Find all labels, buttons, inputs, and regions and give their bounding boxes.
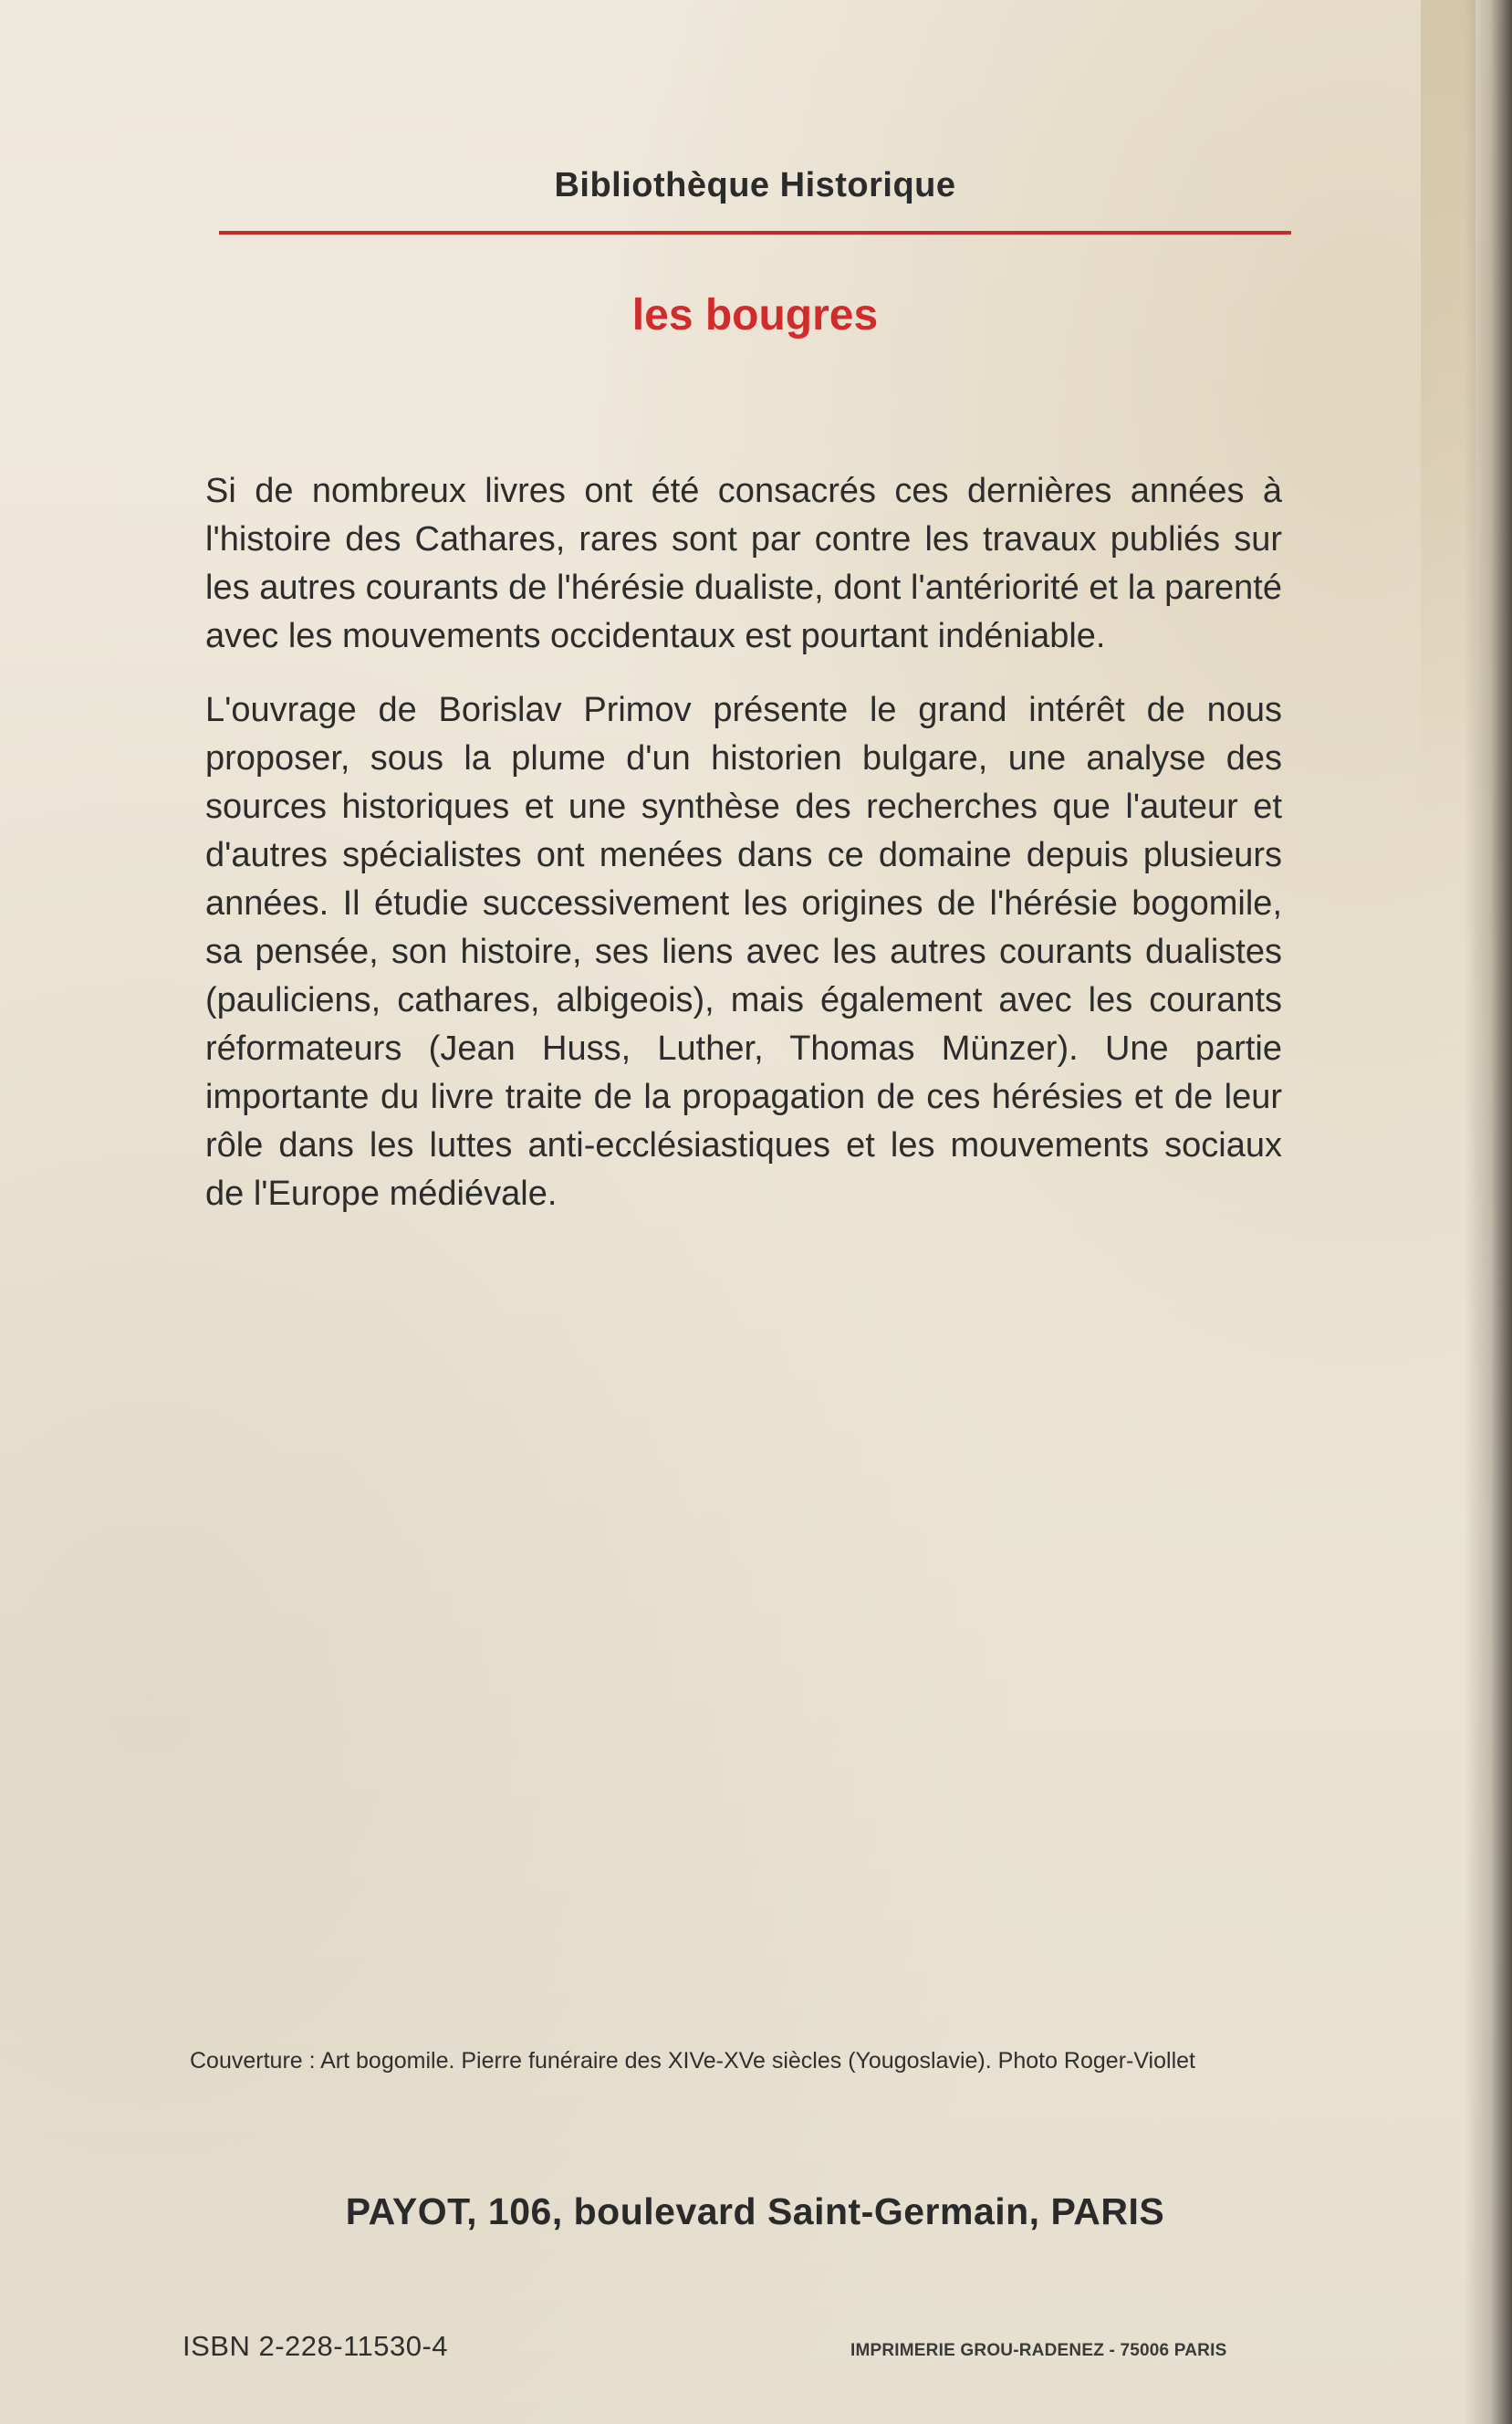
book-title: les bougres — [631, 291, 879, 340]
red-divider — [219, 231, 1291, 235]
isbn: ISBN 2-228-11530-4 — [182, 2330, 449, 2362]
series-title: Bibliothèque Historique — [554, 166, 956, 204]
blurb-paragraph: Si de nombreux livres ont été consacrés ces dernières années à l'histoire des Cathares, rares sont par contre les travaux publiés sur les autres courants de l'hérésie dualiste, dont l'antériorité et la parenté avec les mouvements occidentaux est pourtant indéniable. — [205, 472, 1282, 655]
printer-imprint: IMPRIMERIE GROU-RADENEZ - 75006 PARIS — [850, 2341, 1227, 2360]
cover-credit: Couverture : Art bogomile. Pierre funéraire des XIVe-XVe siècles (Yougoslavie). Photo Roger-Viollet — [190, 2048, 1195, 2074]
blurb — [205, 467, 1282, 1218]
blurb-paragraph: L'ouvrage de Borislav Primov présente le grand intérêt de nous proposer, sous la plume d'un historien bulgare, une analyse des sources historiques et une synthèse des recherches que l'auteur et d'autres spécialistes ont menées dans ce domaine depuis plusieurs années. Il étudie successivement les origines de l'hérésie bogomile, sa pensée, son histoire, ses liens avec les autres courants dualistes (pauliciens, cathares, albigeois), mais également avec les courants réformateurs (Jean Huss, Luther, Thomas Münzer). Une partie importante du livre traite de la propagation de ces hérésies et de leur rôle dans les luttes anti-ecclésiastiques et les mouvements sociaux de l'Europe médiévale. — [205, 691, 1282, 1213]
spine-edge — [1465, 0, 1512, 2424]
publisher-address: PAYOT, 106, boulevard Saint-Germain, PARIS — [345, 2190, 1165, 2232]
